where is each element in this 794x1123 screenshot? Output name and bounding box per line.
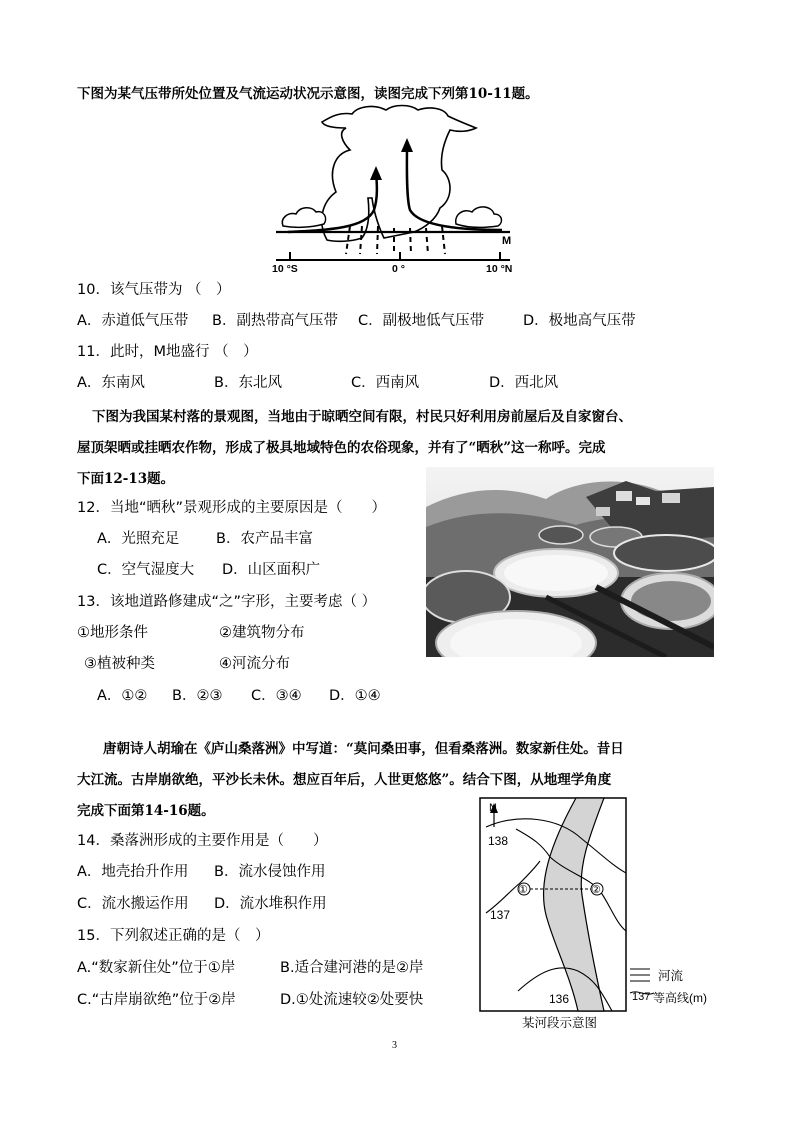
q13-item-3: ③植被种类 bbox=[84, 656, 155, 672]
river-section-map bbox=[478, 795, 728, 1035]
cloud-shape bbox=[322, 106, 476, 242]
q12-option-d: D．山区面积广 bbox=[222, 562, 321, 578]
q14-option-d: D．流水堆积作用 bbox=[214, 896, 327, 912]
label-m: M bbox=[502, 235, 512, 247]
q13-option-a: A．①② bbox=[97, 688, 148, 704]
q10-option-b: B．副热带高气压带 bbox=[212, 313, 338, 329]
q14-option-c: C．流水搬运作用 bbox=[77, 896, 189, 912]
q10-option-c: C．副极地低气压带 bbox=[358, 313, 485, 329]
north-label: N bbox=[489, 802, 497, 814]
q15-option-d: D.①处流速较②处要快 bbox=[280, 992, 424, 1008]
q10-stem: 10．该气压带为 （ ） bbox=[77, 282, 231, 298]
q13-option-b: B．②③ bbox=[172, 688, 223, 704]
q11-option-b: B．东北风 bbox=[214, 375, 282, 391]
q12-option-a: A．光照充足 bbox=[97, 531, 180, 547]
small-cloud-right bbox=[456, 207, 502, 227]
q15-option-b: B.适合建河港的是②岸 bbox=[280, 960, 424, 976]
q15-option-c: C.“古岸崩欲绝”位于②岸 bbox=[77, 992, 236, 1008]
q12-stem: 12．当地“晒秋”景观形成的主要原因是（ ） bbox=[77, 500, 386, 516]
contour-label-136: 136 bbox=[549, 992, 570, 1006]
q13-item-4: ④河流分布 bbox=[219, 656, 290, 672]
q12-option-b: B．农产品丰富 bbox=[216, 531, 313, 547]
intro-q14-16-line1: 唐朝诗人胡瑜在《庐山桑落洲》中写道：“莫问桑田事，但看桑落洲。数家新住处。昔日 bbox=[103, 741, 624, 757]
q13-stem: 13．该地道路修建成“之”字形，主要考虑（ ） bbox=[77, 594, 377, 610]
q10-option-d: D．极地高气压带 bbox=[523, 313, 636, 329]
intro-q10-11: 下图为某气压带所处位置及气流运动状况示意图，读图完成下列第10-11题。 bbox=[77, 86, 539, 102]
map-caption: 某河段示意图 bbox=[522, 1016, 598, 1030]
tick-label-0: 0 ° bbox=[392, 263, 405, 274]
q10-option-a: A．赤道低气压带 bbox=[77, 313, 189, 329]
village-drying-photo bbox=[426, 467, 714, 657]
intro-q12-13-line2: 屋顶架晒或挂晒农作物，形成了极具地域特色的农俗现象，并有了“晒秋”这一称呼。完成 bbox=[77, 440, 606, 456]
contour-label-137: 137 bbox=[490, 908, 511, 922]
intro-q14-16-line3: 完成下面第14-16题。 bbox=[77, 803, 215, 819]
q14-option-b: B．流水侵蚀作用 bbox=[214, 864, 326, 880]
point-1-label: ① bbox=[518, 884, 528, 896]
q11-option-a: A．东南风 bbox=[77, 375, 145, 391]
intro-q12-13-line1: 下图为我国某村落的景观图，当地由于晾晒空间有限，村民只好利用房前屋后及自家窗台、 bbox=[92, 409, 632, 425]
small-cloud-left bbox=[282, 208, 325, 228]
legend-contour-value: 137 bbox=[632, 991, 651, 1003]
q13-option-d: D．①④ bbox=[329, 688, 381, 704]
q13-option-c: C．③④ bbox=[251, 688, 302, 704]
legend-contour-label: 等高线(m) bbox=[653, 991, 707, 1005]
q13-item-1: ①地形条件 bbox=[77, 625, 148, 641]
page-number: 3 bbox=[392, 1040, 397, 1051]
contour-label-138: 138 bbox=[488, 834, 509, 848]
tick-label-10s: 10 °S bbox=[272, 263, 298, 274]
point-2-label: ② bbox=[591, 884, 601, 896]
q11-option-d: D．西北风 bbox=[489, 375, 559, 391]
q15-stem: 15．下列叙述正确的是（ ） bbox=[77, 928, 270, 944]
intro-q12-13-line3: 下面12-13题。 bbox=[77, 471, 175, 487]
q14-option-a: A．地壳抬升作用 bbox=[77, 864, 189, 880]
intro-q14-16-line2: 大江流。古岸崩欲绝，平沙长未休。想应百年后，人世更悠悠”。结合下图，从地理学角度 bbox=[77, 772, 612, 788]
q12-option-c: C．空气湿度大 bbox=[97, 562, 195, 578]
q15-option-a: A.“数家新住处”位于①岸 bbox=[77, 960, 236, 976]
q11-option-c: C．西南风 bbox=[351, 375, 420, 391]
q11-stem: 11．此时，M地盛行 （ ） bbox=[77, 344, 258, 360]
q13-item-2: ②建筑物分布 bbox=[219, 625, 305, 641]
pressure-belt-diagram bbox=[270, 102, 530, 274]
legend-river-label: 河流 bbox=[658, 969, 684, 983]
q14-stem: 14．桑落洲形成的主要作用是（ ） bbox=[77, 833, 328, 849]
tick-label-10n: 10 °N bbox=[486, 263, 513, 274]
